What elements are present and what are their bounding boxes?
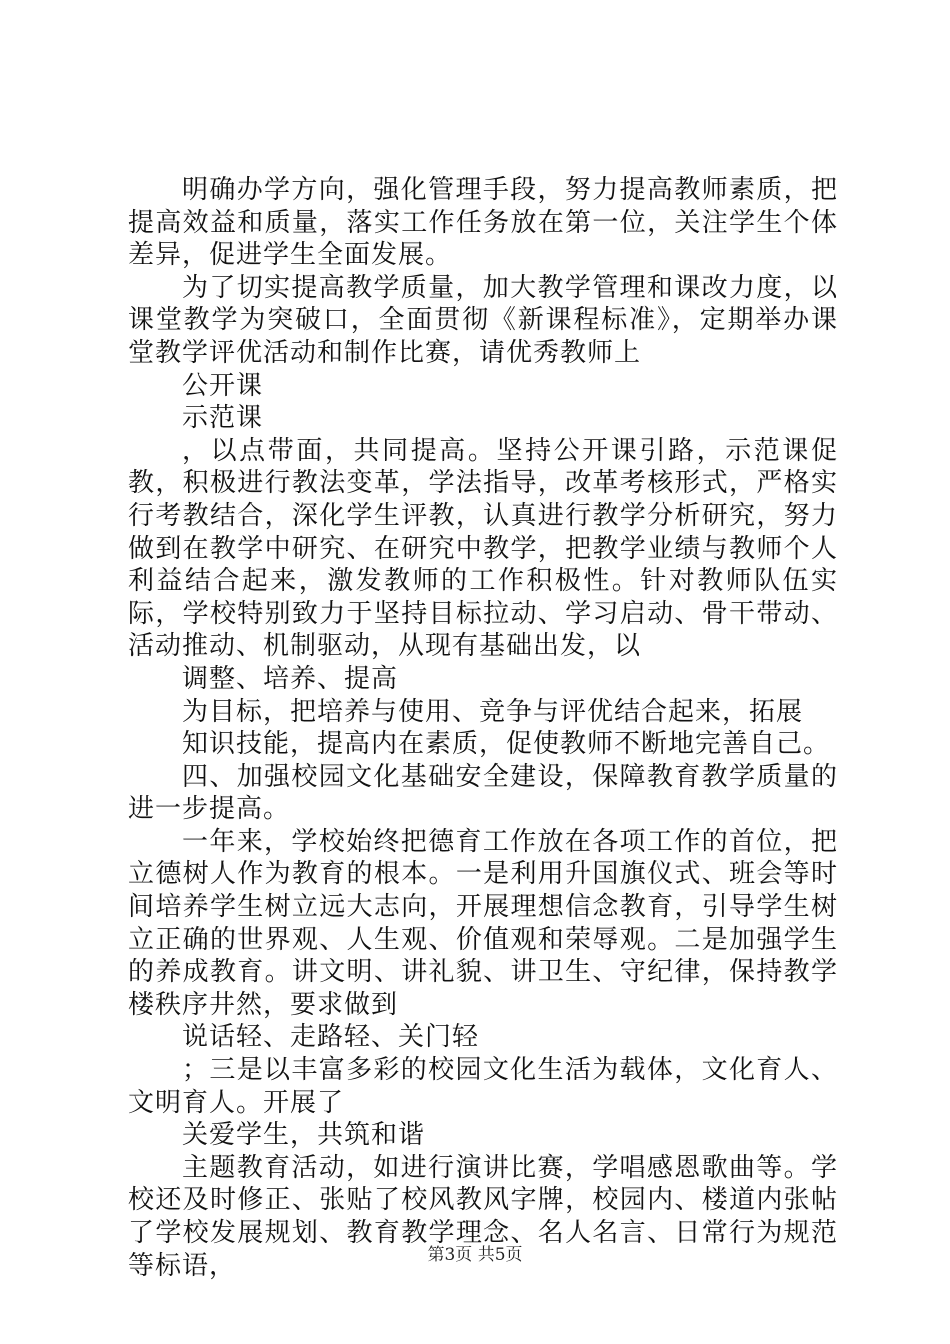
paragraph: 说话轻、走路轻、关门轻 xyxy=(182,1022,480,1053)
page-number-footer: 第3页 共5页 xyxy=(427,1245,523,1265)
paragraph: 知识技能，提高内在素质，促使教师不断地完善自己。 xyxy=(182,729,831,760)
paragraph: 示范课 xyxy=(182,403,264,434)
document-body xyxy=(128,174,838,1282)
paragraph: 为目标，把培养与使用、竞争与评优结合起来，拓展 xyxy=(182,696,804,727)
paragraph: 为了切实提高教学质量，加大教学管理和课改力度，以课堂教学为突破口，全面贯彻《新课程标准》，定期举办课堂教学评优活动和制作比赛，请优秀教师上 xyxy=(128,272,838,368)
paragraph: ，以点带面，共同提高。坚持公开课引路，示范课促教，积极进行教法变革，学法指导，改革考核形式，严格实行考教结合，深化学生评教，认真进行教学分析研究，努力做到在教学中研究、在研究中教学，把教学业绩与教师个人利益结合起来，激发教师的工作积极性。针对教师队伍实际，学校特别致力于坚持目标拉动、学习启动、骨干带动、活动推动、机制驱动，从现有基础出发，以 xyxy=(128,435,838,662)
paragraph: ；三是以丰富多彩的校园文化生活为载体，文化育人、文明育人。开展了 xyxy=(128,1055,838,1118)
paragraph: 调整、培养、提高 xyxy=(182,663,399,694)
paragraph: 公开课 xyxy=(182,370,264,401)
paragraph: 一年来，学校始终把德育工作放在各项工作的首位，把立德树人作为教育的根本。一是利用升国旗仪式、班会等时间培养学生树立远大志向，开展理想信念教育，引导学生树立正确的世界观、人生观、价值观和荣辱观。二是加强学生的养成教育。讲文明、讲礼貌、讲卫生、守纪律，保持教学楼秩序井然，要求做到 xyxy=(128,826,838,1020)
paragraph: 关爱学生，共筑和谐 xyxy=(182,1120,426,1151)
paragraph: 明确办学方向，强化管理手段，努力提高教师素质，把提高效益和质量，落实工作任务放在第一位，关注学生个体差异，促进学生全面发展。 xyxy=(128,175,838,271)
paragraph: 主题教育活动，如进行演讲比赛，学唱感恩歌曲等。学校还及时修正、张贴了校风教风字牌，校园内、楼道内张帖了学校发展规划、教育教学理念、名人名言、日常行为规范等标语， xyxy=(128,1152,838,1281)
section-heading: 四、加强校园文化基础安全建设，保障教育教学质量的进一步提高。 xyxy=(128,761,838,825)
